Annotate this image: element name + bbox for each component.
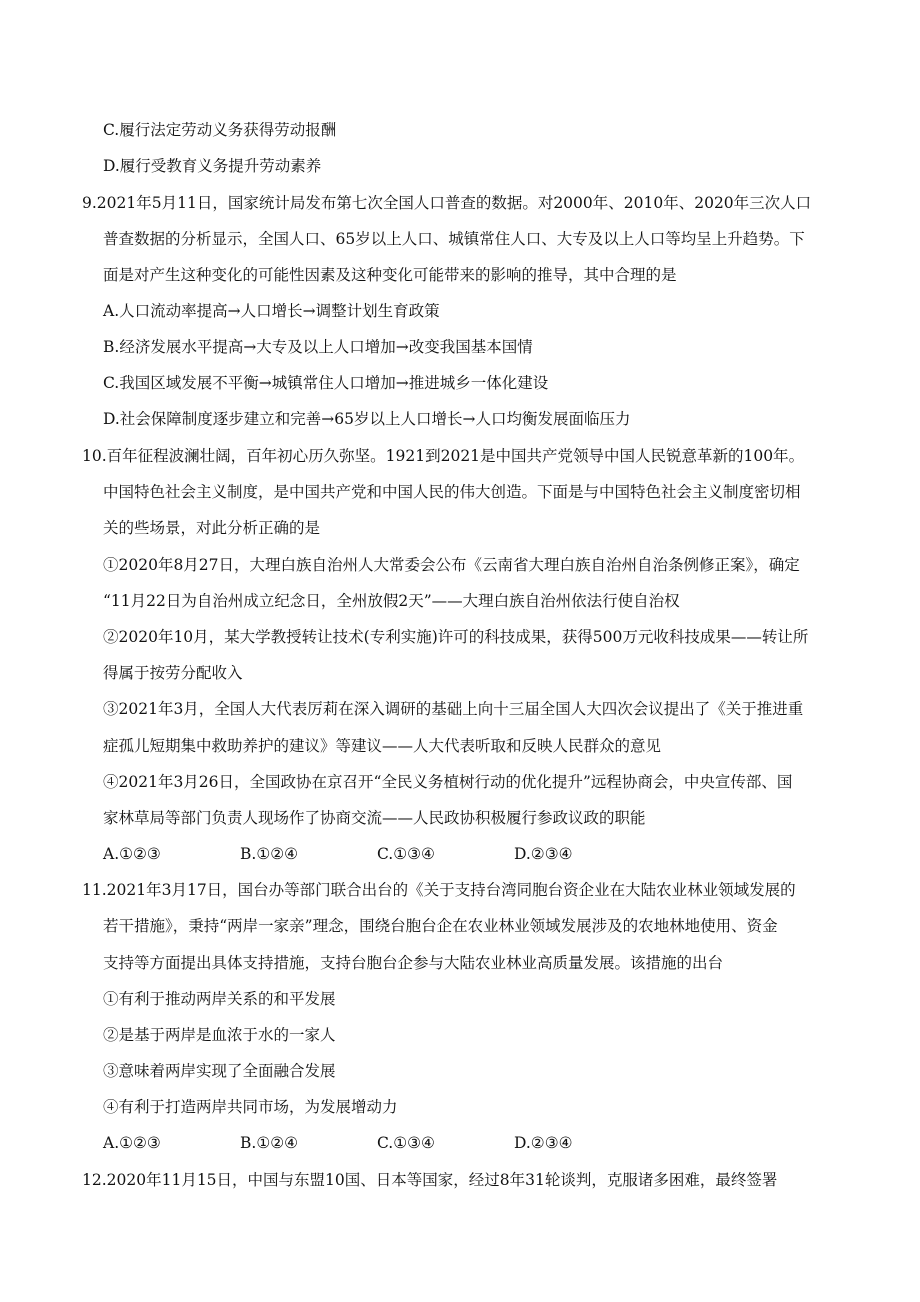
q11-options <box>103 1133 651 1153</box>
q11-item-3: ③意味着两岸实现了全面融合发展 <box>103 1062 336 1080</box>
q10-item-2-line-2: 得属于按劳分配收入 <box>103 664 243 682</box>
q11-item-4: ④有利于打造两岸共同市场，为发展增动力 <box>103 1098 398 1116</box>
q10-item-4-line-1: ④2021年3月26日，全国政协在京召开“全民义务植树行动的优化提升”远程协商会，中央宣传部、国 <box>103 773 793 791</box>
q10-option-c: C.①③④ <box>377 845 435 863</box>
q11-stem-line-1: 11.2021年3月17日，国台办等部门联合出台的《关于支持台湾同胞台资企业在大陆农业林业领域发展的 <box>82 881 796 899</box>
q10-option-b: B.①②④ <box>240 845 299 863</box>
q10-item-3-line-2: 症孤儿短期集中救助养护的建议》等建议——人大代表听取和反映人民群众的意见 <box>103 737 662 755</box>
q9-option-b: B.经济发展水平提高→大专及以上人口增加→改变我国基本国情 <box>103 338 533 356</box>
q9-option-d: D.社会保障制度逐步建立和完善→65岁以上人口增长→人口均衡发展面临压力 <box>103 410 631 428</box>
q10-item-1-line-1: ①2020年8月27日，大理白族自治州人大常委会公布《云南省大理白族自治州自治条例修正案》，确定 <box>103 556 800 574</box>
q10-item-3-line-1: ③2021年3月，全国人大代表厉莉在深入调研的基础上向十三届全国人大四次会议提出了《关于推进重 <box>103 700 804 718</box>
q11-option-b: B.①②④ <box>240 1134 299 1152</box>
q10-item-2-line-1: ②2020年10月，某大学教授转让技术(专利实施)许可的科技成果，获得500万元收科技成果——转让所 <box>103 628 809 646</box>
q9-option-a: A.人口流动率提高→人口增长→调整计划生育政策 <box>103 302 440 320</box>
q10-options <box>103 844 651 864</box>
q9-stem-line-2: 普查数据的分析显示，全国人口、65岁以上人口、城镇常住人口、大专及以上人口等均呈上升趋势。下 <box>103 230 805 248</box>
q11-option-a: A.①②③ <box>103 1134 161 1152</box>
q11-option-c: C.①③④ <box>377 1134 435 1152</box>
q10-option-a: A.①②③ <box>103 845 161 863</box>
q9-stem-line-3: 面是对产生这种变化的可能性因素及这种变化可能带来的影响的推导，其中合理的是 <box>103 266 677 284</box>
q10-stem-line-2: 中国特色社会主义制度，是中国共产党和中国人民的伟大创造。下面是与中国特色社会主义制度密切相 <box>103 483 801 501</box>
q10-item-4-line-2: 家林草局等部门负责人现场作了协商交流——人民政协积极履行参政议政的职能 <box>103 809 646 827</box>
q10-option-d: D.②③④ <box>514 845 573 863</box>
q10-item-1-line-2: “11月22日为自治州成立纪念日，全州放假2天”——大理白族自治州依法行使自治权 <box>103 592 680 610</box>
q8-option-d: D.履行受教育义务提升劳动素养 <box>103 157 322 175</box>
q11-option-d: D.②③④ <box>514 1134 573 1152</box>
q11-item-1: ①有利于推动两岸关系的和平发展 <box>103 990 336 1008</box>
q9-stem-line-1: 9.2021年5月11日，国家统计局发布第七次全国人口普查的数据。对2000年、2010年、2020年三次人口 <box>82 194 812 212</box>
q12-stem-line-1: 12.2020年11月15日，中国与东盟10国、日本等国家，经过8年31轮谈判，克服诸多困难，最终签署 <box>82 1171 778 1189</box>
q11-stem-line-2: 若干措施》，秉持“两岸一家亲”理念，围绕台胞台企在农业林业领域发展涉及的农地林地使用、资金 <box>103 917 778 935</box>
q10-stem-line-1: 10.百年征程波澜壮阔，百年初心历久弥坚。1921到2021是中国共产党领导中国人民锐意革新的100年。 <box>82 447 805 465</box>
q11-stem-line-3: 支持等方面提出具体支持措施，支持台胞台企参与大陆农业林业高质量发展。该措施的出台 <box>103 954 724 972</box>
q10-stem-line-3: 关的些场景，对此分析正确的是 <box>103 519 321 537</box>
q9-option-c: C.我国区域发展不平衡→城镇常住人口增加→推进城乡一体化建设 <box>103 374 549 392</box>
q11-item-2: ②是基于两岸是血浓于水的一家人 <box>103 1026 336 1044</box>
q8-option-c: C.履行法定劳动义务获得劳动报酬 <box>103 121 337 139</box>
